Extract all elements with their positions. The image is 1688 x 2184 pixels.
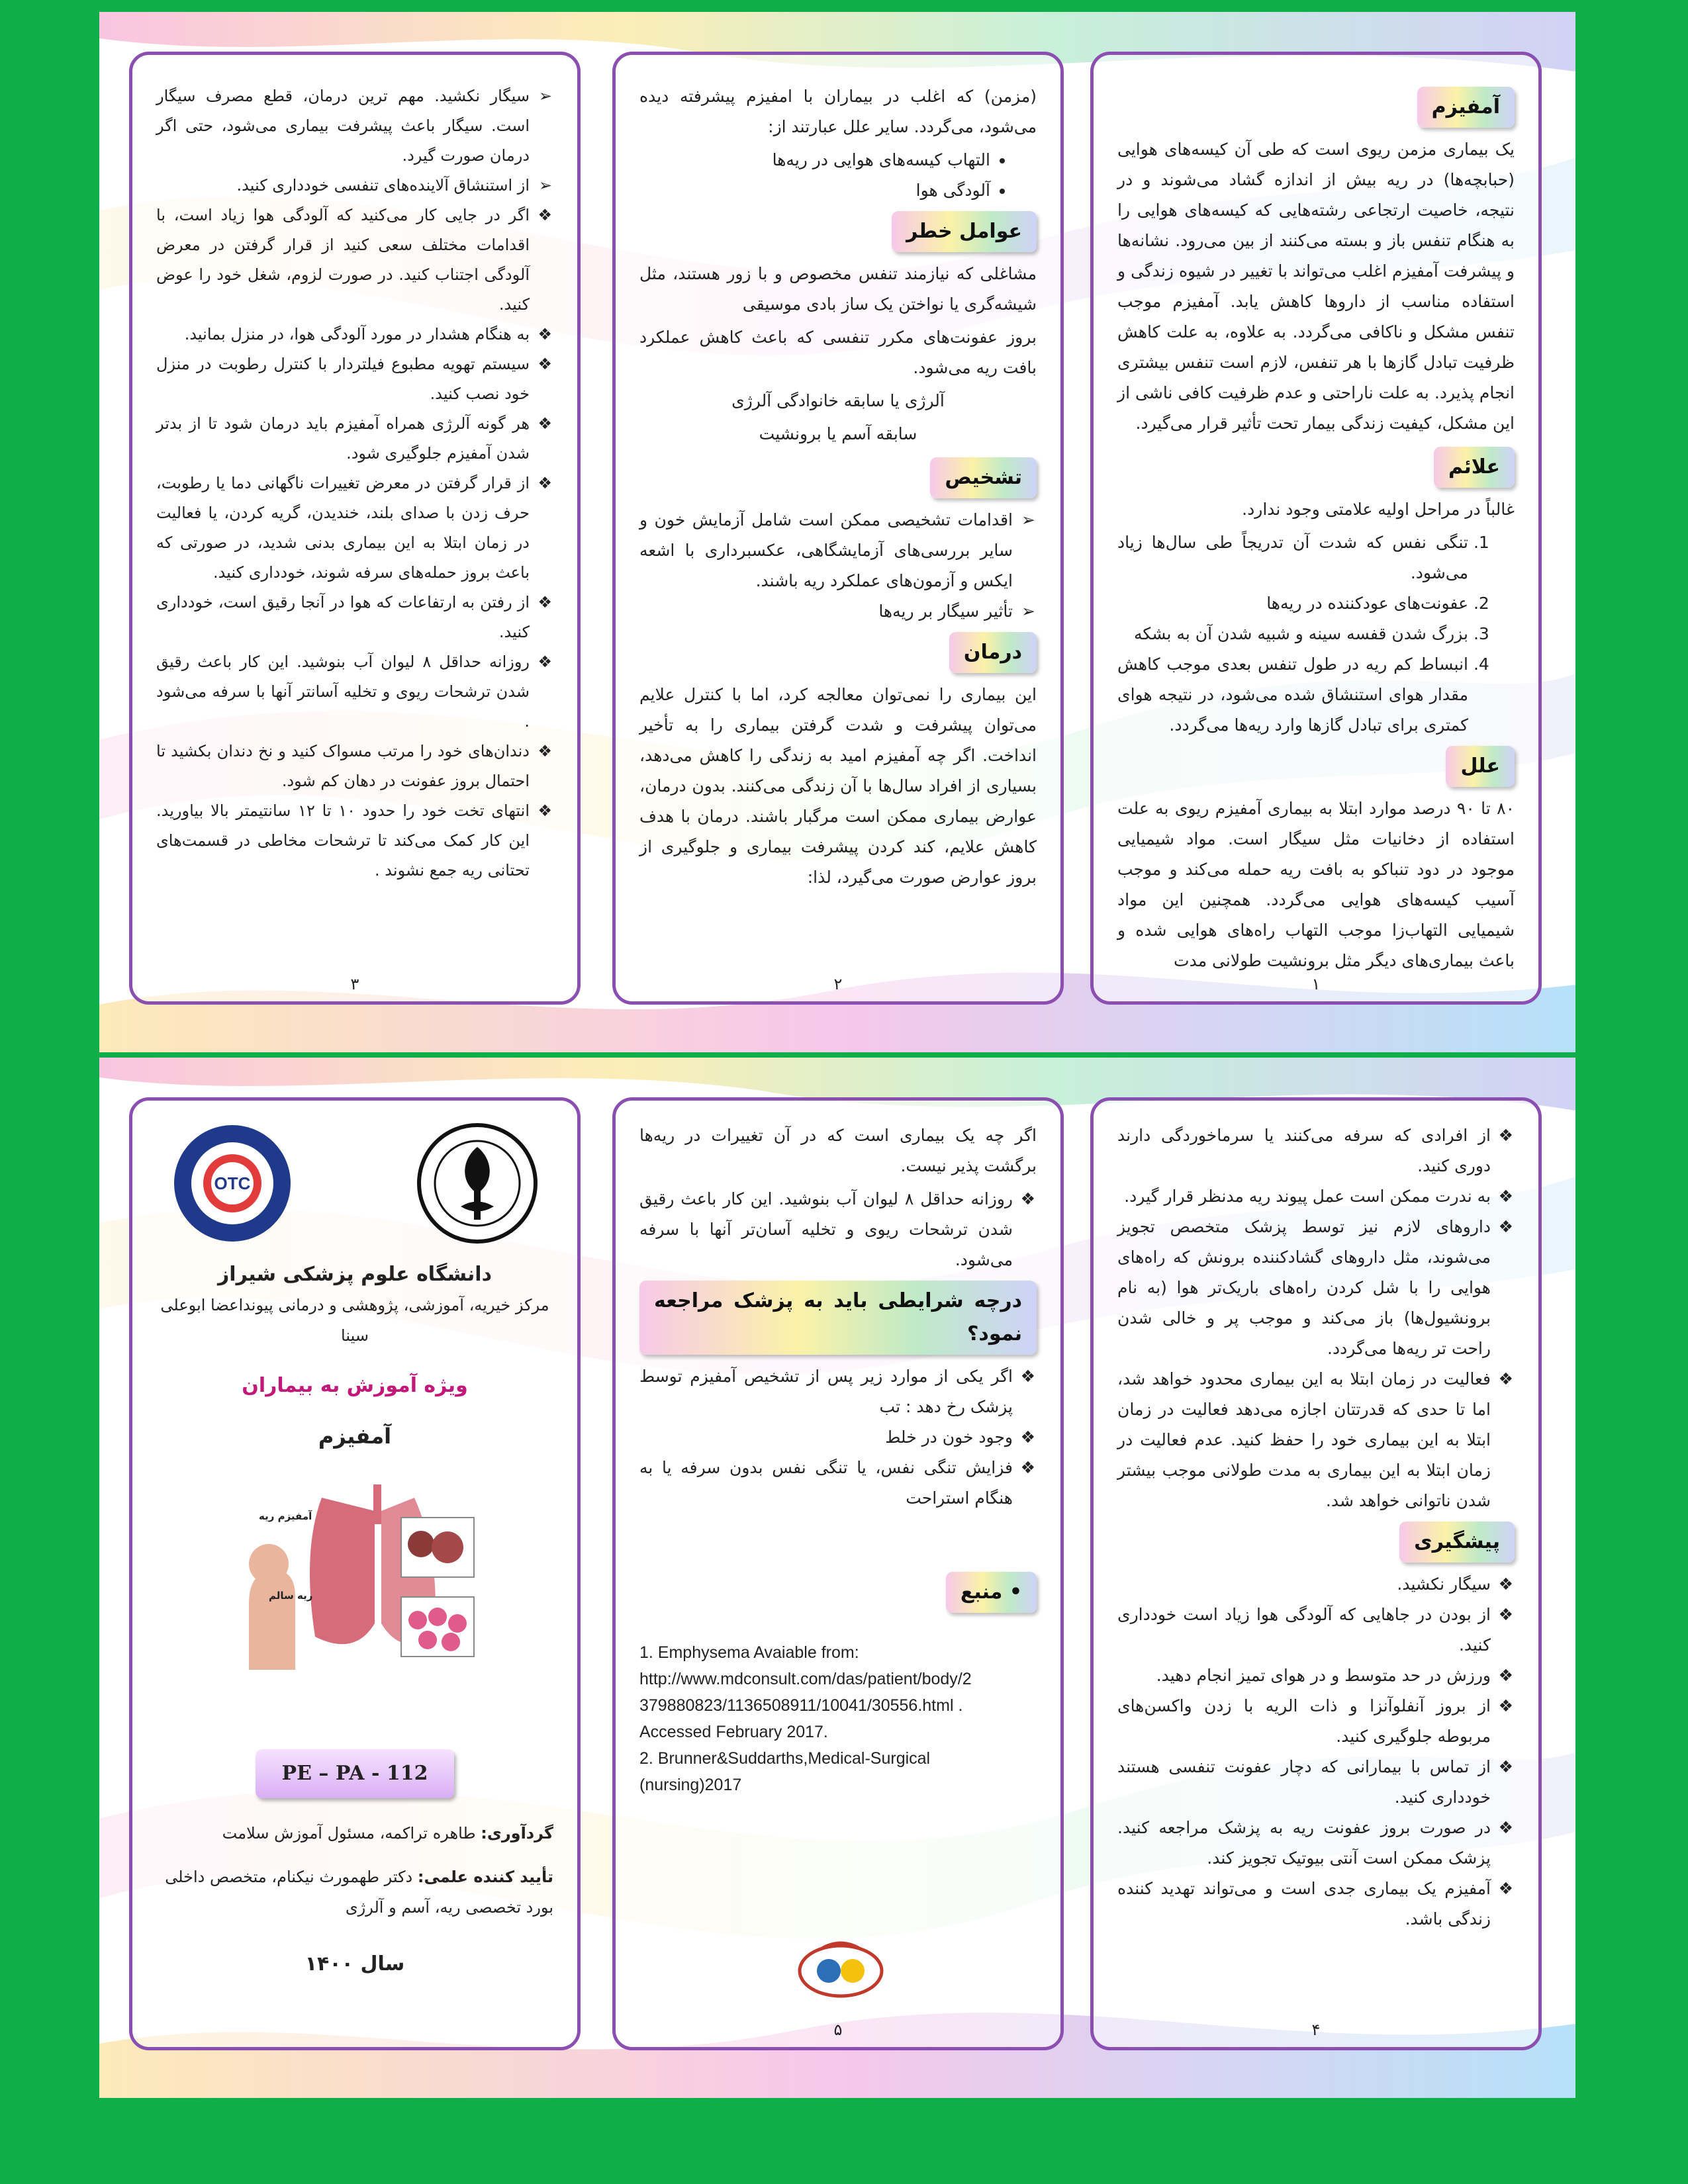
lung-illustration: [156, 1471, 553, 1670]
list-item: ❖ به ندرت ممکن است عمل پیوند ریه مدنظر قرار گیرد.: [1117, 1181, 1491, 1212]
center-name: مرکز خیریه، آموزشی، پژوهشی و درمانی پیوندا‌عضا ابوعلی سینا: [160, 1296, 549, 1345]
water-advice-list: [639, 1184, 1037, 1275]
list-item: ❖ از قرار گرفتن در معرض تغییرات ناگهانی دما یا رطوبت، حرف زدن با صدای بلند، خندیدن، گریه کردن، یا فعالیت در زمان ابتلا به این بیماری بدنی شدید، در صورتی که باعث بروز حمله‌های سرفه شوند، خودداری کنید.: [156, 469, 530, 588]
diagnosis-list: [639, 505, 1037, 627]
reversibility-note: اگر چه یک بیماری است که در آن تغییرات در ریه‌ها برگشت پذیر نیست.: [639, 1126, 1037, 1175]
list-item: ❖ اگر یکی از موارد زیر پس از تشخیص آمفیزم توسط پزشک رخ دهد : تب: [639, 1361, 1013, 1422]
list-item: ❖ روزانه حداقل ۸ لیوان آب بنوشید. این کار باعث رقیق شدن ترشحات ریوی و تخلیه آسان‌تر آنها با سرفه می‌شود.: [639, 1184, 1013, 1275]
heading-symptoms: علائم: [1434, 447, 1515, 488]
heading-prevention: پیشگیری: [1399, 1522, 1515, 1563]
health-education-logo: [794, 1941, 887, 2001]
list-item: • التهاب کیسه‌های هوایی در ریه‌ها: [639, 145, 990, 175]
list-item: ➢ از استنشاق آلاینده‌های تنفسی خودداری کنید.: [156, 171, 530, 201]
list-item: ❖ از بودن در جاهایی که آلودگی هوا زیاد است خودداری کنید.: [1117, 1600, 1491, 1661]
page-number: ۴: [1311, 2021, 1321, 2039]
source-reference: 2. Brunner&Suddarths,Medical-Surgical (nursing)2017: [639, 1749, 931, 1794]
approver-line: [156, 1862, 553, 1923]
cover-topic: آمفیزم: [318, 1424, 392, 1449]
list-item: • آلودگی هوا: [639, 175, 990, 206]
page-number: ۲: [833, 975, 843, 993]
list-item: ❖ از افرادی که سرفه می‌کنند یا سرماخوردگی دارند دوری کنید.: [1117, 1120, 1491, 1181]
prevention-list: [1117, 1569, 1515, 1934]
page-4-panel: [1090, 1097, 1542, 2050]
heading-sources: • منبع: [946, 1572, 1037, 1613]
compiler-line: [156, 1818, 553, 1848]
heading-causes: علل: [1446, 746, 1515, 787]
otc-logo-text: OTC: [214, 1173, 251, 1193]
risk-factor: آلرژی یا سابقه خانوادگی آلرژی: [731, 391, 945, 410]
list-item: 3. بزرگ شدن قفسه سینه و شبیه شدن آن به بشکه: [1117, 619, 1468, 649]
list-item: ❖ فزایش تنگی نفس، یا تنگی نفس بدون سرفه یا به هنگام استراحت: [639, 1453, 1013, 1514]
patient-education-title: ویژه آموزش به بیماران: [242, 1374, 468, 1397]
list-item: ❖ ورزش در حد متوسط و در هوای تمیز انجام دهید.: [1117, 1661, 1491, 1691]
list-item: ❖ به هنگام هشدار در مورد آلودگی هوا، در منزل بمانید.: [156, 320, 530, 349]
list-item: ❖ روزانه حداقل ۸ لیوان آب بنوشید. این کار باعث رقیق شدن ترشحات ریوی و تخلیه آسانتر آنها با سرفه می‌شود .: [156, 647, 530, 737]
treatment-arrow-list: [156, 81, 553, 201]
list-item: ❖ در صورت بروز عفونت ریه به پزشک مراجعه کنید. پزشک ممکن است آنتی بیوتیک تجویز کند.: [1117, 1813, 1491, 1874]
list-item: ➢ سیگار نکشید. مهم ترین درمان، قطع مصرف سیگار است. سیگار باعث پیشرفت بیماری می‌شود، حتی اگر درمان صورت گیرد.: [156, 81, 530, 171]
list-item: ❖ انتهای تخت خود را حدود ۱۰ تا ۱۲ سانتیمتر بالا بیاورید. این کار کمک می‌کند تا ترشحات مخاطی در قسمت‌های تحتانی ریه جمع نشوند .: [156, 796, 530, 886]
brochure-code: PE – PA - 112: [256, 1749, 455, 1798]
list-item: ❖ دندان‌های خود را مرتب مسواک کنید و نخ دندان بکشید تا احتمال بروز عفونت در دهان کم شود.: [156, 737, 530, 796]
page-5-panel: [612, 1097, 1064, 2050]
risk-factor: بروز عفونت‌های مکرر تنفسی که باعث کاهش عملکرد بافت ریه می‌شود.: [639, 328, 1037, 377]
page-number: ۵: [833, 2021, 843, 2039]
list-item: ➢ تأثیر سیگار بر ریه‌ها: [639, 596, 1013, 627]
page-1-panel: [1090, 52, 1542, 1005]
heading-diagnosis: تشخیص: [930, 457, 1037, 498]
otc-center-logo: [169, 1120, 295, 1246]
causes-continued: (مزمن) که اغلب در بیماران با امفیزم پیشرفته دیده می‌شود، می‌گردد. سایر علل عبارتند از:: [639, 87, 1037, 136]
heading-emphysema: آمفیزم: [1417, 87, 1515, 128]
other-causes-list: [639, 145, 1037, 206]
list-item: ❖ سیگار نکشید.: [1117, 1569, 1491, 1600]
list-item: ❖ از تماس با بیمارانی که دچار عفونت تنفسی هستند خودداری کنید.: [1117, 1752, 1491, 1813]
shiraz-university-logo: [414, 1120, 540, 1246]
symptoms-intro: غالباً در مراحل اولیه علامتی وجود ندارد.: [1242, 500, 1515, 519]
university-name: دانشگاه علوم پزشکی شیراز: [218, 1263, 492, 1286]
list-item: ➢ اقدامات تشخیصی ممکن است شامل آزمایش خون و سایر بررسی‌های آزمایشگاهی، عکسبرداری با اشعه ایکس و آزمون‌های عملکرد ریه باشند.: [639, 505, 1013, 596]
list-item: ❖ وجود خون در خلط: [639, 1422, 1013, 1453]
list-item: ❖ از رفتن به ارتفاعات که هوا در آنجا رقیق است، خودداری کنید.: [156, 588, 530, 647]
brochure-outer-side: [99, 12, 1575, 1052]
list-item: ❖ از بروز آنفلوآنزا و ذات الریه با زدن واکسن‌های مربوطه جلوگیری کنید.: [1117, 1691, 1491, 1752]
page-3-panel: [129, 52, 581, 1005]
list-item: 2. عفونت‌های عودکننده در ریه‌ها: [1117, 588, 1468, 619]
page-number: ۱: [1311, 975, 1321, 993]
treatment-text: این بیماری را نمی‌توان معالجه کرد، اما با کنترل علایم می‌توان پیشرفت و شدت گرفتن بیماری را به تأخیر انداخت. اگر چه آمفیزم امید به زندگی را کاهش می‌دهد، بسیاری از افراد سال‌ها با آن زندگی می‌کنند. بدون درمان، عوارض بیماری ممکن است مرگبار باشند. درمان با هدف کاهش علایم، کند کردن پیشرفت بیماری و جلوگیری از بروز عوارض صورت می‌گیرد، لذا:: [639, 685, 1037, 887]
brochure-inner-side: [99, 1058, 1575, 2098]
list-item: ❖ اگر در جایی کار می‌کنید که آلودگی هوا زیاد است، با اقدامات مختلف سعی کنید از قرار گرفتن در معرض آلودگی اجتناب کنید. در صورت لزوم، شغل خود را عوض کنید.: [156, 201, 530, 320]
heading-when-to-see-doctor: درچه شرایطی باید به پزشک مراجعه نمود؟: [639, 1281, 1037, 1355]
treatment-advice-list: [156, 201, 553, 886]
heading-treatment: درمان: [949, 632, 1037, 673]
heading-risk-factors: عوامل خطر: [892, 211, 1037, 252]
causes-text: ۸۰ تا ۹۰ درصد موارد ابتلا به بیماری آمفیزم ریوی به علت استفاده از دخانیات مثل سیگار است. مواد شیمیایی موجود در دود تنباکو به بافت ریه حمله می‌کند و موجب آسیب کیسه‌های هوایی می‌گردد. همچنین این مواد شیمیایی التهاب‌زا موجب التهاب راه‌های هوایی شده و باعث بیماری‌های دیگر مثل برونشیت طولانی مدت: [1117, 799, 1515, 970]
risk-factor: مشاغلی که نیازمند تنفس مخصوص و با زور هستند، مثل شیشه‌گری یا نواختن یک ساز بادی موسیقی: [639, 264, 1037, 314]
when-list: [639, 1361, 1037, 1514]
care-list: [1117, 1120, 1515, 1516]
list-item: ❖ آمفیزم یک بیماری جدی است و می‌تواند تهدید کننده زندگی باشد.: [1117, 1874, 1491, 1934]
approver-label: تأیید کننده علمی:: [417, 1868, 553, 1886]
approver-name: دکتر طهمورث نیکنام، متخصص داخلی بورد تخصصی ریه، آسم و آلرژی: [165, 1868, 553, 1917]
risk-factor: سابقه آسم یا برونشیت: [759, 424, 917, 443]
symptoms-list: [1117, 527, 1515, 741]
source-reference: 1. Emphysema Avaiable from: http://www.mdconsult.com/das/patient/body/2 379880823/1136508911/10041/30556.html . Accessed February 2017.: [639, 1643, 972, 1741]
label-emphysema-lung: آمفیزم ریه: [259, 1510, 312, 1522]
publication-year: سال ۱۴۰۰: [305, 1952, 405, 1976]
list-item: ❖ هر گونه آلرژی همراه آمفیزم باید درمان شود تا از بدتر شدن آمفیزم جلوگیری شود.: [156, 409, 530, 469]
compiler-label: گردآوری:: [481, 1824, 553, 1843]
label-healthy-lung: ریه سالم: [269, 1590, 313, 1602]
emphysema-definition: یک بیماری مزمن ریوی است که طی آن کیسه‌های هوایی (حبابچه‌ها) در ریه بیش از اندازه گشاد می‌شوند و در نتیجه، خاصیت ارتجاعی رشته‌هایی که کیسه‌های هوایی را به هنگام تنفس باز و بسته می‌کنند از بین می‌رود. نشانه‌ها و پیشرفت آمفیزم اغلب می‌تواند با تغییر در شیوه زندگی و استفاده مناسب از داروها کاهش یابد. آمفیزم موجب تنفس مشکل و ناکافی می‌گردد. به علاوه، به علت کاهش ظرفیت تبادل گازها با هر تنفس، لازم است تنفس بیشتری انجام پذیرد. به علت ناراحتی و عدم ظرفیت کافی ناشی از این مشکل، کیفیت زندگی بیمار تحت تأثیر قرار می‌گیرد.: [1117, 140, 1515, 433]
list-item: ❖ فعالیت در زمان ابتلا به این بیماری محدود خواهد شد، اما تا حدی که قدرتتان اجازه می‌دهد فعالیت در زمان ابتلا به این بیماری خود را حفظ کنید. عدم فعالیت در زمان ابتلا به این بیماری به مدت طولانی موجب بیشتر شدن ناتوانی خواهد شد.: [1117, 1364, 1491, 1516]
page-number: ۳: [350, 975, 359, 993]
page-2-panel: [612, 52, 1064, 1005]
list-item: 1. تنگی نفس که شدت آن تدریجاً طی سال‌ها زیاد می‌شود.: [1117, 527, 1468, 588]
list-item: ❖ داروهای لازم نیز توسط پزشک متخصص تجویز می‌شوند، مثل داروهای گشادکننده برونش که راه‌های هوایی را با شل کردن راه‌های باریک‌تر هوا (به نام برونشیول‌ها) باز می‌کند و موجب پر و خالی شدن راحت تر ریه‌ها می‌گردد.: [1117, 1212, 1491, 1364]
list-item: 4. انبساط کم ریه در طول تنفس بعدی موجب کاهش مقدار هوای استنشاق شده می‌شود، در نتیجه هوای کمتری برای تبادل گازها وارد ریه‌ها می‌گردد.: [1117, 649, 1468, 741]
logo-row: [156, 1120, 553, 1253]
compiler-name: طاهره تراکمه، مسئول آموزش سلامت: [222, 1824, 476, 1843]
cover-panel: [129, 1097, 581, 2050]
list-item: ❖ سیستم تهویه مطبوع فیلتردار با کنترل رطوبت در منزل خود نصب کنید.: [156, 349, 530, 409]
